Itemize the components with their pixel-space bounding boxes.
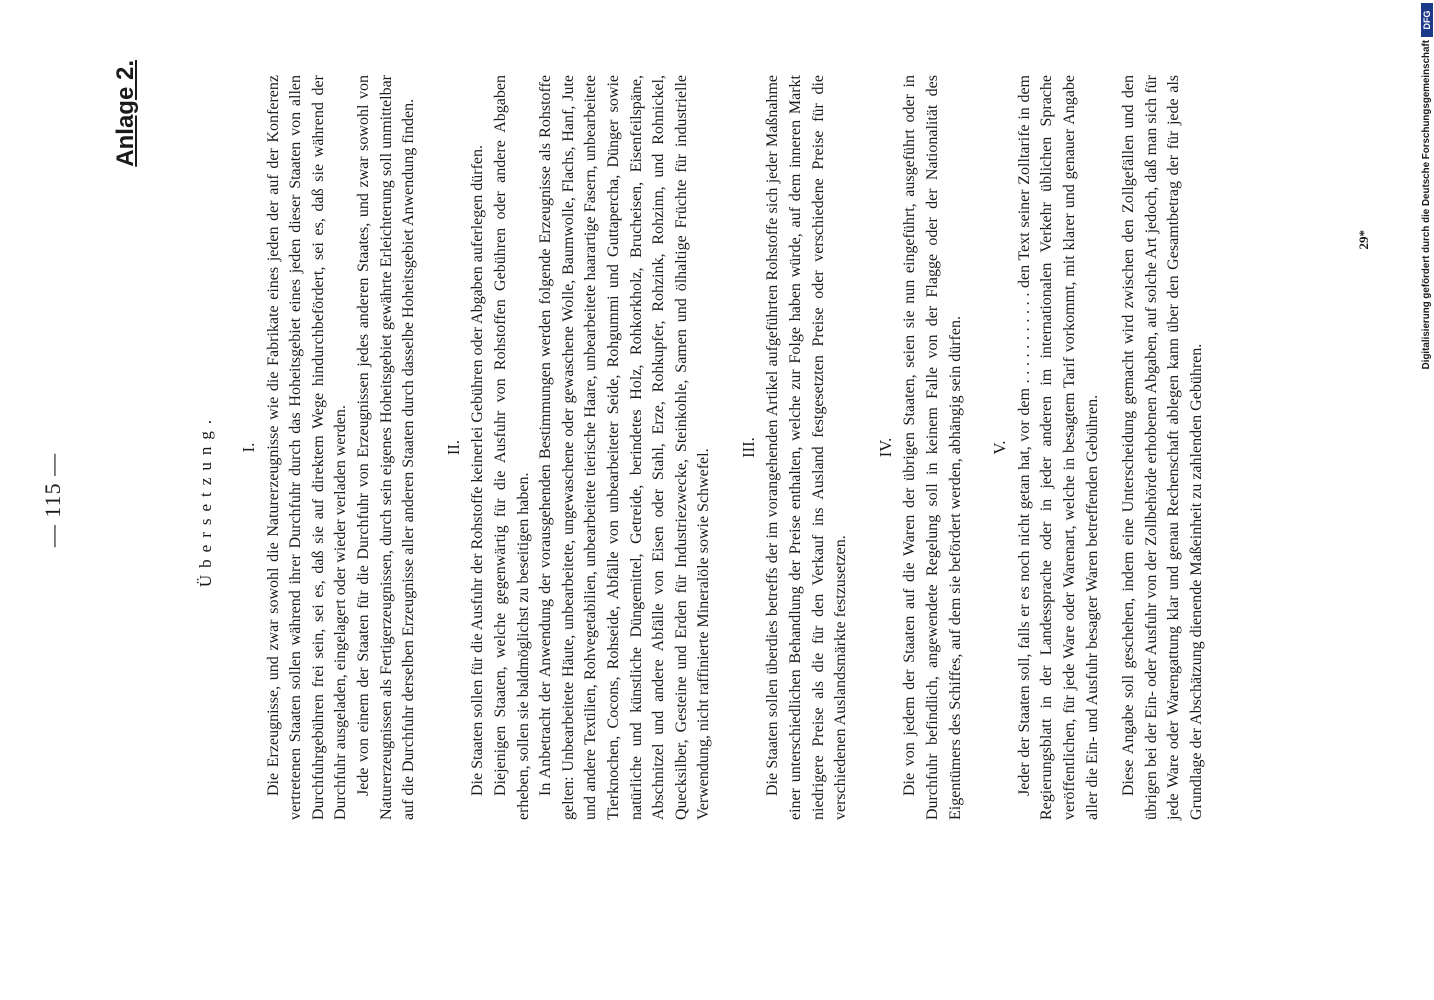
document-body: [230, 75, 1209, 820]
paragraph: In Anbetracht der Anwendung der vorausgehenden Bestimmungen werden folgende Erzeugnisse als Rohstoffe gelten: Unbearbeitete Häute, unbearbeitete, ungewaschene oder gewaschene Wolle, Baumwolle, Flachs, Hanf, Jute und andere Textilien, Rohvegetabilien, unbearbeitete tierische Haare, unbearbeitete haarartige Fasern, unbearbeitete Tierknochen, Cocons, Rohseide, Abfälle von unbearbeiteter Seide, Rohgummi und Guttapercha, Dünger sowie natürliche und künstliche Düngemittel, Getreide, berindetes Holz, Rohkorkholz, Brucheisen, Eisenfeilspäne, Abschnitzel und andere Abfälle von Eisen oder Stahl, Erze, Rohkupfer, Rohzink, Rohzinn, und Rohnickel, Quecksilber, Gesteine und Erden für Industriezwecke, Steinkohle, Samen und ölhaltige Früchte für industrielle Verwendung, nicht raffinierte Mineralöle sowie Schwefel.: [537, 75, 713, 820]
section-numeral: IV.: [875, 437, 895, 458]
digitization-credit: [1421, 0, 1434, 1000]
section-numeral: II.: [443, 439, 463, 456]
document-title: Übersetzung.: [196, 412, 215, 588]
page-number: — 115 —: [40, 452, 65, 548]
section-numeral: I.: [239, 442, 258, 453]
paragraph: Jede von einem der Staaten für die Durchfuhr von Erzeugnissen jedes anderen Staates, und zwar sowohl von Naturerzeugnissen als Fertigerzeugnissen, durch sein eigenes Hoheitsgebiet gewährte Erleichterung soll unmittelbar auf die Durchfuhr derselben Erzeugnisse aller anderen Staaten durch dasselbe Hoheitsgebiet Anwendung finden.: [354, 75, 418, 820]
signature-mark: 29*: [1356, 230, 1371, 250]
paragraph: Die Erzeugnisse, und zwar sowohl die Naturerzeugnisse wie die Fabrikate eines jeden der auf der Konferenz vertretenen Staaten sollen während ihrer Durchfuhr durch das Hoheitsgebiet eines jeden dieser Staaten von allen Durchfuhrgebühren frei sein, sei es, daß sie auf direktem Wege hindurchbefördert, sei es, daß sie während der Durchfuhr ausgeladen, eingelagert oder wieder verladen werden.: [264, 75, 350, 820]
paragraph: Die von jedem der Staaten auf die Waren der übrigen Staaten, seien sie nun eingeführt, ausgeführt oder in Durchfuhr befindlich, angewendete Regelung soll in keinem Falle von der Flagge oder der Nationalität des Eigentümers des Schiffes, auf dem sie befördert werden, abhängig sein dürfen.: [901, 75, 964, 820]
credit-text: Digitalisierung gefördert durch die Deutsche Forschungsgemeinschaft: [1421, 40, 1432, 370]
paragraph: Diese Angabe soll geschehen, indem eine Unterscheidung gemacht wird zwischen den Zollgefällen und den übrigen bei der Ein- oder Ausfuhr von der Zollbehörde erhobenen Abgaben, auf solche Art jedoch, daß man sich für jede Ware oder Warengattung klar und genau Rechenschaft ablegen kann über den Gesamtbetrag der für jede als Grundlage der Abschätzung dienende Maßeinheit zu zahlenden Gebühren.: [1120, 75, 1205, 820]
section-numeral: V.: [990, 440, 1010, 455]
paragraph: Diejenigen Staaten, welche gegenwärtig für die Ausfuhr von Rohstoffen Gebühren oder andere Abgaben erheben, sollen sie baldmöglichst zu beseitigen haben.: [491, 75, 532, 820]
section-numeral: III.: [738, 437, 758, 458]
paragraph: Jeder der Staaten soll, falls er es noch nicht getan hat, vor dem . . . . . . . . . . . den Text seiner Zolltarife in dem Regierungsblatt in der Landessprache oder in jeder anderen im internationalen Verkehr üblichen Sprache veröffentlichen, für jede Ware oder Warenart, welche in besagtem Tarif vorkommt, mit klarer und genauer Angabe aller die Ein- und Ausfuhr besagter Waren betreffenden Gebühren.: [1015, 75, 1101, 820]
paragraph: Die Staaten sollen für die Ausfuhr der Rohstoffe keinerlei Gebühren oder Abgaben auferlegen dürfen.: [469, 144, 487, 796]
annex-label: Anlage 2.: [112, 60, 139, 167]
dfg-logo: DFG: [1421, 3, 1433, 37]
paragraph: Die Staaten sollen überdies betreffs der im vorangehenden Artikel aufgeführten Rohstoffe sich jeder Maßnahme einer unterschiedlichen Behandlung der Preise enthalten, welche zur Folge haben würde, auf dem inneren Markt niedrigere Preise als die für den Verkauf ins Ausland festgesetzten Preise oder verschiedene Preise für die verschiedenen Auslandsmärkte festzusetzen.: [764, 75, 850, 820]
